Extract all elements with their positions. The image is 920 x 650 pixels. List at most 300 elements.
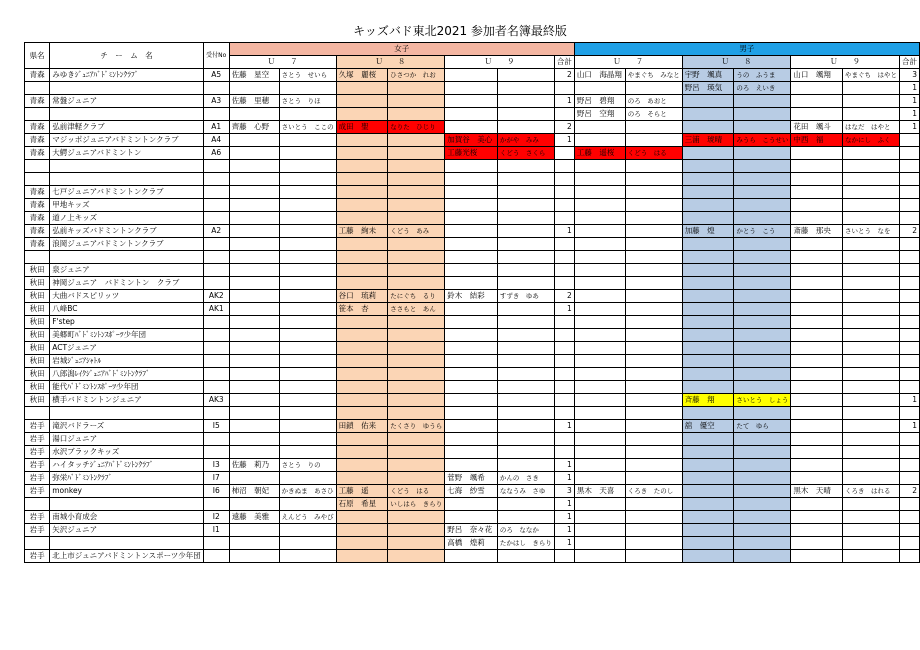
cell-girls-u8-kana xyxy=(388,537,445,550)
cell-girls-u7-kana xyxy=(279,212,336,225)
cell-reg xyxy=(203,199,229,212)
cell-girls-u8-kana xyxy=(388,134,445,147)
cell-girls-u8-kana xyxy=(388,238,445,251)
header-boys-u8: Ｕ ８ xyxy=(682,56,791,69)
cell-girls-u9-name xyxy=(445,160,498,173)
cell-boys-total: 1 xyxy=(899,394,919,407)
cell-boys-u8-kana xyxy=(734,511,791,524)
cell-girls-u7-name xyxy=(229,134,279,147)
table-row xyxy=(25,303,920,316)
cell-girls-u7-name xyxy=(229,290,279,303)
header-girls-u8: Ｕ ８ xyxy=(336,56,445,69)
cell-boys-u9-name: 黒木 天晴 xyxy=(791,485,843,498)
cell-boys-total xyxy=(899,199,919,212)
cell-girls-u8-name xyxy=(336,446,388,459)
cell-girls-u8-name xyxy=(336,511,388,524)
cell-girls-total: 1 xyxy=(554,420,574,433)
cell-boys-u7-name xyxy=(574,368,625,381)
cell-boys-u7-name xyxy=(574,420,625,433)
cell-boys-u8-kana xyxy=(734,121,791,134)
cell-pref: 青森 xyxy=(25,238,50,251)
cell-boys-u8-name xyxy=(682,472,734,485)
cell-boys-u7-name xyxy=(574,225,625,238)
table-row xyxy=(25,82,920,95)
cell-girls-u9-kana xyxy=(497,199,554,212)
cell-boys-u8-name: 宇野 颯真 xyxy=(682,69,734,82)
cell-girls-u7-kana xyxy=(279,342,336,355)
cell-girls-u9-kana xyxy=(497,251,554,264)
cell-boys-total: 1 xyxy=(899,121,919,134)
cell-girls-u7-name xyxy=(229,498,279,511)
cell-boys-u7-kana xyxy=(625,524,682,537)
table-row xyxy=(25,472,920,485)
cell-girls-u8-name: 工藤 絢未 xyxy=(336,225,388,238)
cell-girls-u7-name: 齊藤 心野 xyxy=(229,121,279,134)
cell-girls-u9-kana: ななうみ さゆ xyxy=(497,485,554,498)
table-row xyxy=(25,160,920,173)
cell-pref: 岩手 xyxy=(25,511,50,524)
table-row xyxy=(25,511,920,524)
cell-girls-u9-kana xyxy=(497,498,554,511)
cell-boys-u9-kana xyxy=(842,511,899,524)
cell-boys-u9-name xyxy=(791,472,843,485)
cell-girls-u9-kana xyxy=(497,225,554,238)
cell-boys-u8-kana xyxy=(734,446,791,459)
cell-girls-u8-kana xyxy=(388,186,445,199)
cell-reg: I5 xyxy=(203,420,229,433)
cell-boys-u9-name xyxy=(791,381,843,394)
cell-girls-u7-name xyxy=(229,537,279,550)
table-row xyxy=(25,485,920,498)
cell-boys-u9-kana: くろき はれる xyxy=(842,485,899,498)
cell-boys-u9-kana xyxy=(842,394,899,407)
cell-girls-u7-kana xyxy=(279,420,336,433)
cell-girls-u9-kana xyxy=(497,121,554,134)
cell-boys-u7-kana: やまぐち みなと xyxy=(625,69,682,82)
cell-boys-u8-kana: さいとう しょう xyxy=(734,394,791,407)
cell-boys-u8-kana xyxy=(734,160,791,173)
cell-boys-total xyxy=(899,537,919,550)
cell-boys-u7-name xyxy=(574,303,625,316)
cell-girls-u9-kana xyxy=(497,82,554,95)
cell-boys-u7-kana xyxy=(625,173,682,186)
cell-team xyxy=(50,108,204,121)
cell-girls-u9-name xyxy=(445,69,498,82)
cell-boys-total xyxy=(899,368,919,381)
cell-girls-u9-kana xyxy=(497,303,554,316)
cell-girls-u9-kana: かがや みみ xyxy=(497,134,554,147)
cell-girls-u7-kana xyxy=(279,147,336,160)
cell-girls-u9-name xyxy=(445,121,498,134)
cell-boys-u8-name xyxy=(682,316,734,329)
cell-boys-u9-name xyxy=(791,355,843,368)
table-row xyxy=(25,225,920,238)
cell-boys-u7-kana xyxy=(625,264,682,277)
cell-reg: A6 xyxy=(203,147,229,160)
cell-girls-u9-kana xyxy=(497,459,554,472)
cell-team: 能代ﾊﾞﾄﾞﾐﾝﾄﾝｽﾎﾟｰﾂ少年団 xyxy=(50,381,204,394)
cell-girls-u9-name xyxy=(445,511,498,524)
cell-boys-u9-name xyxy=(791,420,843,433)
cell-reg: I3 xyxy=(203,459,229,472)
cell-girls-u9-name xyxy=(445,186,498,199)
cell-boys-total xyxy=(899,381,919,394)
cell-girls-u9-name xyxy=(445,459,498,472)
cell-girls-u9-kana xyxy=(497,95,554,108)
cell-girls-total: 2 xyxy=(554,69,574,82)
cell-boys-u7-name xyxy=(574,472,625,485)
header-pref: 県名 xyxy=(25,43,50,69)
cell-girls-u7-name xyxy=(229,524,279,537)
header-boys: 男子 xyxy=(574,43,919,56)
cell-reg xyxy=(203,329,229,342)
cell-girls-u9-kana xyxy=(497,342,554,355)
cell-boys-u9-name xyxy=(791,550,843,563)
cell-girls-u8-kana xyxy=(388,173,445,186)
cell-reg xyxy=(203,238,229,251)
cell-pref: 秋田 xyxy=(25,368,50,381)
cell-boys-u9-name xyxy=(791,459,843,472)
cell-girls-u9-kana xyxy=(497,550,554,563)
cell-boys-total xyxy=(899,147,919,160)
cell-pref: 岩手 xyxy=(25,524,50,537)
cell-boys-u8-name xyxy=(682,108,734,121)
cell-girls-u7-kana xyxy=(279,433,336,446)
cell-boys-u9-kana xyxy=(842,407,899,420)
cell-girls-u7-name xyxy=(229,147,279,160)
cell-boys-total xyxy=(899,212,919,225)
cell-girls-total xyxy=(554,355,574,368)
cell-girls-u9-name: 鈴木 結彩 xyxy=(445,290,498,303)
cell-boys-u8-name xyxy=(682,290,734,303)
cell-girls-u9-kana xyxy=(497,108,554,121)
cell-boys-u9-name xyxy=(791,368,843,381)
cell-girls-u7-kana: さとう りの xyxy=(279,459,336,472)
cell-girls-u9-name xyxy=(445,108,498,121)
cell-girls-u9-name xyxy=(445,381,498,394)
cell-boys-u7-name xyxy=(574,537,625,550)
cell-girls-total xyxy=(554,316,574,329)
cell-girls-u9-name xyxy=(445,420,498,433)
cell-boys-u7-name xyxy=(574,550,625,563)
cell-boys-u9-kana xyxy=(842,82,899,95)
cell-girls-u7-kana xyxy=(279,173,336,186)
cell-boys-u7-kana xyxy=(625,368,682,381)
cell-boys-u8-name: 斉藤 翔 xyxy=(682,394,734,407)
cell-girls-u7-kana xyxy=(279,82,336,95)
cell-girls-u8-kana xyxy=(388,472,445,485)
table-row xyxy=(25,121,920,134)
cell-boys-total xyxy=(899,277,919,290)
cell-team: 泉ジュニア xyxy=(50,264,204,277)
cell-pref: 青森 xyxy=(25,134,50,147)
cell-girls-u9-kana xyxy=(497,368,554,381)
cell-boys-u7-name xyxy=(574,433,625,446)
cell-pref: 青森 xyxy=(25,225,50,238)
cell-boys-total: 2 xyxy=(899,225,919,238)
cell-girls-u8-name xyxy=(336,342,388,355)
table-row xyxy=(25,147,920,160)
cell-girls-u9-kana xyxy=(497,160,554,173)
cell-pref: 岩手 xyxy=(25,485,50,498)
cell-team: みゆきｼﾞｭﾆｱﾊﾞﾄﾞﾐﾝﾄﾝｸﾗﾌﾞ xyxy=(50,69,204,82)
cell-boys-total xyxy=(899,290,919,303)
cell-girls-u9-name xyxy=(445,303,498,316)
cell-boys-u7-name: 山口 海晶翔 xyxy=(574,69,625,82)
cell-girls-u7-kana xyxy=(279,446,336,459)
cell-boys-u9-name: 花田 颯斗 xyxy=(791,121,843,134)
cell-girls-u8-name xyxy=(336,537,388,550)
cell-girls-u8-kana xyxy=(388,368,445,381)
cell-boys-u8-kana xyxy=(734,329,791,342)
cell-boys-u7-name: 黒木 天喜 xyxy=(574,485,625,498)
cell-girls-u7-name xyxy=(229,108,279,121)
cell-boys-total xyxy=(899,550,919,563)
cell-girls-u9-kana xyxy=(497,407,554,420)
cell-pref: 青森 xyxy=(25,186,50,199)
cell-girls-u8-kana xyxy=(388,511,445,524)
cell-girls-total: 1 xyxy=(554,524,574,537)
cell-boys-u8-kana xyxy=(734,173,791,186)
cell-boys-u7-name xyxy=(574,329,625,342)
cell-boys-u8-kana xyxy=(734,485,791,498)
cell-boys-u7-kana xyxy=(625,394,682,407)
cell-pref: 青森 xyxy=(25,95,50,108)
cell-boys-u8-name xyxy=(682,368,734,381)
cell-girls-u7-name xyxy=(229,433,279,446)
cell-girls-total: 1 xyxy=(554,134,574,147)
cell-boys-u8-name xyxy=(682,199,734,212)
cell-pref: 青森 xyxy=(25,212,50,225)
cell-boys-u9-kana xyxy=(842,537,899,550)
cell-girls-total xyxy=(554,407,574,420)
cell-boys-u9-name xyxy=(791,394,843,407)
cell-girls-u8-kana: ひさつか れお xyxy=(388,69,445,82)
cell-pref xyxy=(25,108,50,121)
table-row xyxy=(25,355,920,368)
cell-boys-total xyxy=(899,355,919,368)
cell-girls-u7-name xyxy=(229,199,279,212)
cell-boys-u8-kana xyxy=(734,472,791,485)
cell-girls-u7-kana xyxy=(279,316,336,329)
cell-boys-total xyxy=(899,433,919,446)
cell-boys-total xyxy=(899,511,919,524)
cell-boys-u7-kana xyxy=(625,212,682,225)
cell-pref: 青森 xyxy=(25,147,50,160)
cell-boys-u8-name xyxy=(682,407,734,420)
cell-girls-u8-name xyxy=(336,238,388,251)
cell-boys-u9-kana xyxy=(842,251,899,264)
cell-girls-u7-kana: さいとう ここの xyxy=(279,121,336,134)
cell-girls-total xyxy=(554,446,574,459)
cell-girls-total: 1 xyxy=(554,537,574,550)
cell-boys-u7-name xyxy=(574,342,625,355)
cell-boys-u9-kana xyxy=(842,212,899,225)
cell-boys-u9-kana xyxy=(842,550,899,563)
cell-boys-u9-name xyxy=(791,238,843,251)
cell-girls-u7-name: 柿沼 朝妃 xyxy=(229,485,279,498)
cell-boys-u9-kana xyxy=(842,433,899,446)
table-row xyxy=(25,368,920,381)
cell-girls-u9-kana xyxy=(497,511,554,524)
cell-boys-u8-kana xyxy=(734,368,791,381)
cell-reg: A1 xyxy=(203,121,229,134)
cell-girls-u9-name xyxy=(445,225,498,238)
cell-pref: 岩手 xyxy=(25,550,50,563)
cell-boys-u9-kana xyxy=(842,277,899,290)
cell-boys-u8-kana xyxy=(734,95,791,108)
cell-girls-u8-name xyxy=(336,550,388,563)
header-row-1 xyxy=(25,43,920,56)
cell-girls-total xyxy=(554,264,574,277)
cell-girls-u8-kana xyxy=(388,446,445,459)
cell-boys-u8-kana xyxy=(734,316,791,329)
cell-team xyxy=(50,160,204,173)
header-girls-u7: Ｕ ７ xyxy=(229,56,336,69)
cell-girls-u9-kana: かんの さき xyxy=(497,472,554,485)
cell-girls-u7-kana xyxy=(279,368,336,381)
cell-girls-u7-kana xyxy=(279,290,336,303)
cell-team: 神岡ジュニア バドミントン クラブ xyxy=(50,277,204,290)
cell-boys-u9-name xyxy=(791,407,843,420)
cell-boys-total xyxy=(899,446,919,459)
cell-pref xyxy=(25,537,50,550)
cell-girls-u9-name xyxy=(445,173,498,186)
cell-boys-u9-kana xyxy=(842,524,899,537)
cell-boys-u9-kana xyxy=(842,238,899,251)
cell-girls-u8-name xyxy=(336,329,388,342)
cell-pref: 秋田 xyxy=(25,381,50,394)
cell-boys-u7-kana xyxy=(625,134,682,147)
cell-team: 岩城ｼﾞｭﾆｱｼｬﾄﾙ xyxy=(50,355,204,368)
cell-girls-u8-name xyxy=(336,381,388,394)
table-row xyxy=(25,95,920,108)
table-row xyxy=(25,407,920,420)
cell-boys-u9-kana xyxy=(842,173,899,186)
cell-boys-u9-kana xyxy=(842,95,899,108)
cell-reg: I6 xyxy=(203,485,229,498)
cell-team: ハイタッチｼﾞｭﾆｱﾊﾞﾄﾞﾐﾝﾄﾝｸﾗﾌﾞ xyxy=(50,459,204,472)
cell-boys-u7-name xyxy=(574,511,625,524)
cell-girls-u8-name: 久塚 麗桜 xyxy=(336,69,388,82)
cell-boys-u7-kana xyxy=(625,303,682,316)
cell-girls-u8-kana xyxy=(388,160,445,173)
table-row xyxy=(25,446,920,459)
cell-boys-u9-name xyxy=(791,329,843,342)
cell-reg xyxy=(203,264,229,277)
cell-reg xyxy=(203,108,229,121)
cell-boys-u8-name xyxy=(682,95,734,108)
cell-girls-total: 1 xyxy=(554,459,574,472)
cell-boys-u9-name xyxy=(791,160,843,173)
cell-boys-u7-kana xyxy=(625,459,682,472)
cell-boys-u9-kana: やまぐち はやと xyxy=(842,69,899,82)
cell-boys-u8-name xyxy=(682,524,734,537)
cell-reg xyxy=(203,82,229,95)
cell-boys-u8-name xyxy=(682,277,734,290)
cell-boys-u8-name xyxy=(682,251,734,264)
cell-boys-u7-kana: くろき たのし xyxy=(625,485,682,498)
table-row xyxy=(25,69,920,82)
cell-team: 七戸ジュニアバドミントンクラブ xyxy=(50,186,204,199)
cell-boys-u8-kana xyxy=(734,199,791,212)
cell-boys-u9-kana xyxy=(842,368,899,381)
cell-boys-u7-kana xyxy=(625,550,682,563)
cell-girls-u8-kana xyxy=(388,199,445,212)
cell-boys-u8-kana xyxy=(734,407,791,420)
cell-boys-total xyxy=(899,472,919,485)
cell-boys-u8-name xyxy=(682,459,734,472)
cell-reg: A5 xyxy=(203,69,229,82)
cell-boys-u8-kana: かとう こう xyxy=(734,225,791,238)
cell-girls-u7-kana xyxy=(279,472,336,485)
cell-girls-u8-name xyxy=(336,95,388,108)
cell-pref: 秋田 xyxy=(25,290,50,303)
cell-reg: AK2 xyxy=(203,290,229,303)
cell-boys-u7-name xyxy=(574,251,625,264)
cell-boys-u9-kana xyxy=(842,420,899,433)
cell-girls-u8-name xyxy=(336,407,388,420)
cell-girls-u9-kana xyxy=(497,355,554,368)
cell-girls-u9-name xyxy=(445,498,498,511)
cell-girls-u8-name xyxy=(336,524,388,537)
cell-girls-u9-kana xyxy=(497,238,554,251)
cell-boys-u7-name xyxy=(574,212,625,225)
cell-girls-total xyxy=(554,329,574,342)
cell-boys-u8-kana: のろ えいき xyxy=(734,82,791,95)
cell-team xyxy=(50,82,204,95)
cell-girls-u8-name xyxy=(336,160,388,173)
cell-girls-u9-name xyxy=(445,446,498,459)
cell-boys-u9-kana xyxy=(842,329,899,342)
table-row xyxy=(25,329,920,342)
cell-girls-u9-kana xyxy=(497,329,554,342)
cell-boys-u9-kana xyxy=(842,199,899,212)
cell-girls-u8-name xyxy=(336,82,388,95)
cell-girls-u7-name xyxy=(229,251,279,264)
cell-girls-u8-name xyxy=(336,251,388,264)
cell-girls-u8-kana xyxy=(388,407,445,420)
cell-girls-total xyxy=(554,160,574,173)
cell-boys-u7-name xyxy=(574,160,625,173)
cell-boys-u7-kana xyxy=(625,537,682,550)
cell-girls-total: 3 xyxy=(554,485,574,498)
cell-girls-u8-name xyxy=(336,433,388,446)
table-row xyxy=(25,459,920,472)
cell-boys-u8-kana xyxy=(734,251,791,264)
cell-girls-u9-kana: のろ ななか xyxy=(497,524,554,537)
cell-girls-total xyxy=(554,368,574,381)
cell-team: 大曲バドスピリッツ xyxy=(50,290,204,303)
cell-pref: 岩手 xyxy=(25,420,50,433)
cell-girls-u7-name: 遠藤 美雅 xyxy=(229,511,279,524)
cell-boys-u8-name xyxy=(682,160,734,173)
cell-team: 横手バドミントンジュニア xyxy=(50,394,204,407)
cell-boys-total xyxy=(899,524,919,537)
cell-girls-total xyxy=(554,433,574,446)
cell-girls-u7-kana xyxy=(279,251,336,264)
cell-girls-u8-kana xyxy=(388,381,445,394)
cell-boys-u9-kana xyxy=(842,446,899,459)
cell-boys-u9-kana xyxy=(842,186,899,199)
cell-girls-total xyxy=(554,238,574,251)
cell-girls-u8-name xyxy=(336,277,388,290)
cell-pref: 岩手 xyxy=(25,459,50,472)
cell-team xyxy=(50,251,204,264)
cell-girls-u8-kana: たくさり ゆうら xyxy=(388,420,445,433)
cell-pref: 岩手 xyxy=(25,472,50,485)
cell-boys-u7-kana xyxy=(625,251,682,264)
